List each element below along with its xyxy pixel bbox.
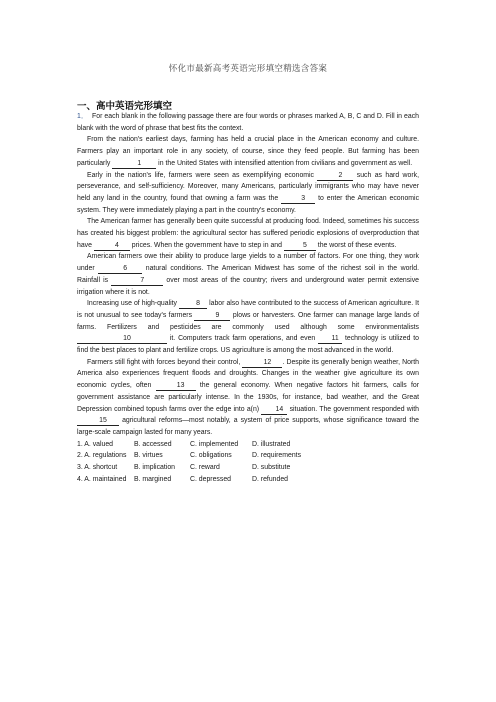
blank-10: 10 bbox=[77, 334, 167, 344]
options-row-3: 3. A. shortcut B. implication C. reward D. substitute bbox=[77, 464, 291, 472]
paragraph-4: American farmers owe their ability to produce large yields to a number of factors. For one thing, they work under 6 natural conditions. The American Midwest has some of the richest soil in the world. Rainfall is 7 over most areas of the country; rivers and underground water permit extensive irrigation where it is not. bbox=[77, 253, 419, 296]
paragraph-3: The American farmer has generally been quite successful at producing food. Indeed, sometimes his success has created his biggest problem: the agricultural sector has suffered periodic explosions of overproduction that have 4 prices. When the government have to step in and 5 the worst of these events. bbox=[77, 218, 419, 249]
blank-6: 6 bbox=[98, 264, 142, 274]
blank-2: 2 bbox=[317, 171, 353, 181]
blank-14: 14 bbox=[261, 405, 287, 415]
blank-5: 5 bbox=[284, 241, 316, 251]
blank-15: 15 bbox=[77, 416, 119, 426]
options-row-2: 2. A. regulations B. virtues C. obligations D. requirements bbox=[77, 452, 302, 460]
blank-7: 7 bbox=[111, 276, 163, 286]
options-row-4: 4. A. maintained B. margined C. depressed D. refunded bbox=[77, 475, 289, 483]
blank-13: 13 bbox=[156, 381, 196, 391]
blank-12: 12 bbox=[242, 358, 282, 368]
blank-8: 8 bbox=[179, 299, 207, 309]
paragraph-2: Early in the nation's life, farmers were seen as exemplifying economic 2 such as hard work, perseverance, and self-sufficiency. Moreover, many Americans, particularly immigrants who may have never held any land in the country, found that owning a farm was the 3 to enter the American economic system. They were immediately playing a part in the country's economy. bbox=[77, 171, 420, 214]
answer-options bbox=[77, 439, 419, 486]
paragraph-6: Farmers still fight with forces beyond their control, 12 . Despite its generally benign weather, North America also experiences frequent floods and droughts. Changes in the weather give agriculture its own economic cycles, often 13 the general economy. When negative factors hit farmers, calls for government assistance are particularly intense. In the 1930s, for instance, bad weather, and the Great Depression combined topush farms over the edge into a(n) 14 situation. The government responded with 15 agricultural reforms—most notably, a system of price supports, whose significance toward the large-scale campaign lasted for many years. bbox=[77, 358, 420, 436]
blank-3: 3 bbox=[281, 194, 315, 204]
blank-11: 11 bbox=[318, 334, 342, 344]
blank-1: 1 bbox=[112, 159, 156, 169]
document-title: 怀化市最新高考英语完形填空精选含答案 bbox=[168, 64, 328, 74]
question-number: 1． bbox=[77, 113, 88, 120]
instructions: 1． For each blank in the following passage there are four words or phrases marked A, B, C and D. Fill in each blank with the word of phrase that best fits the context. bbox=[77, 113, 419, 132]
paragraph-1: From the nation's earliest days, farming has held a crucial place in the American economy and culture. Farmers play an important role in any society, of course, since they feed people. But farming has been particularly 1 in the United States with intensified attention from civilians and government as well. bbox=[77, 136, 419, 167]
blank-4: 4 bbox=[94, 241, 130, 251]
section-heading: 一、高中英语完形填空 bbox=[77, 101, 173, 112]
blank-9: 9 bbox=[194, 311, 230, 321]
options-row-1: 1. A. valued B. accessed C. implemented D. illustrated bbox=[77, 440, 291, 448]
paragraph-5: Increasing use of high-quality 8 labor also have contributed to the success of American agriculture. It is not unusual to see today's farmers 9 plows or harvesters. One farmer can manage large lands of farms. Fertilizers and pesticides are commonly used although some environmentalists 10 it. Computers track farm operations, and even 11 technology is utilized to find the best places to plant and fertilize crops. US agriculture is among the most advanced in the world. bbox=[77, 300, 420, 355]
passage-body bbox=[77, 111, 419, 486]
